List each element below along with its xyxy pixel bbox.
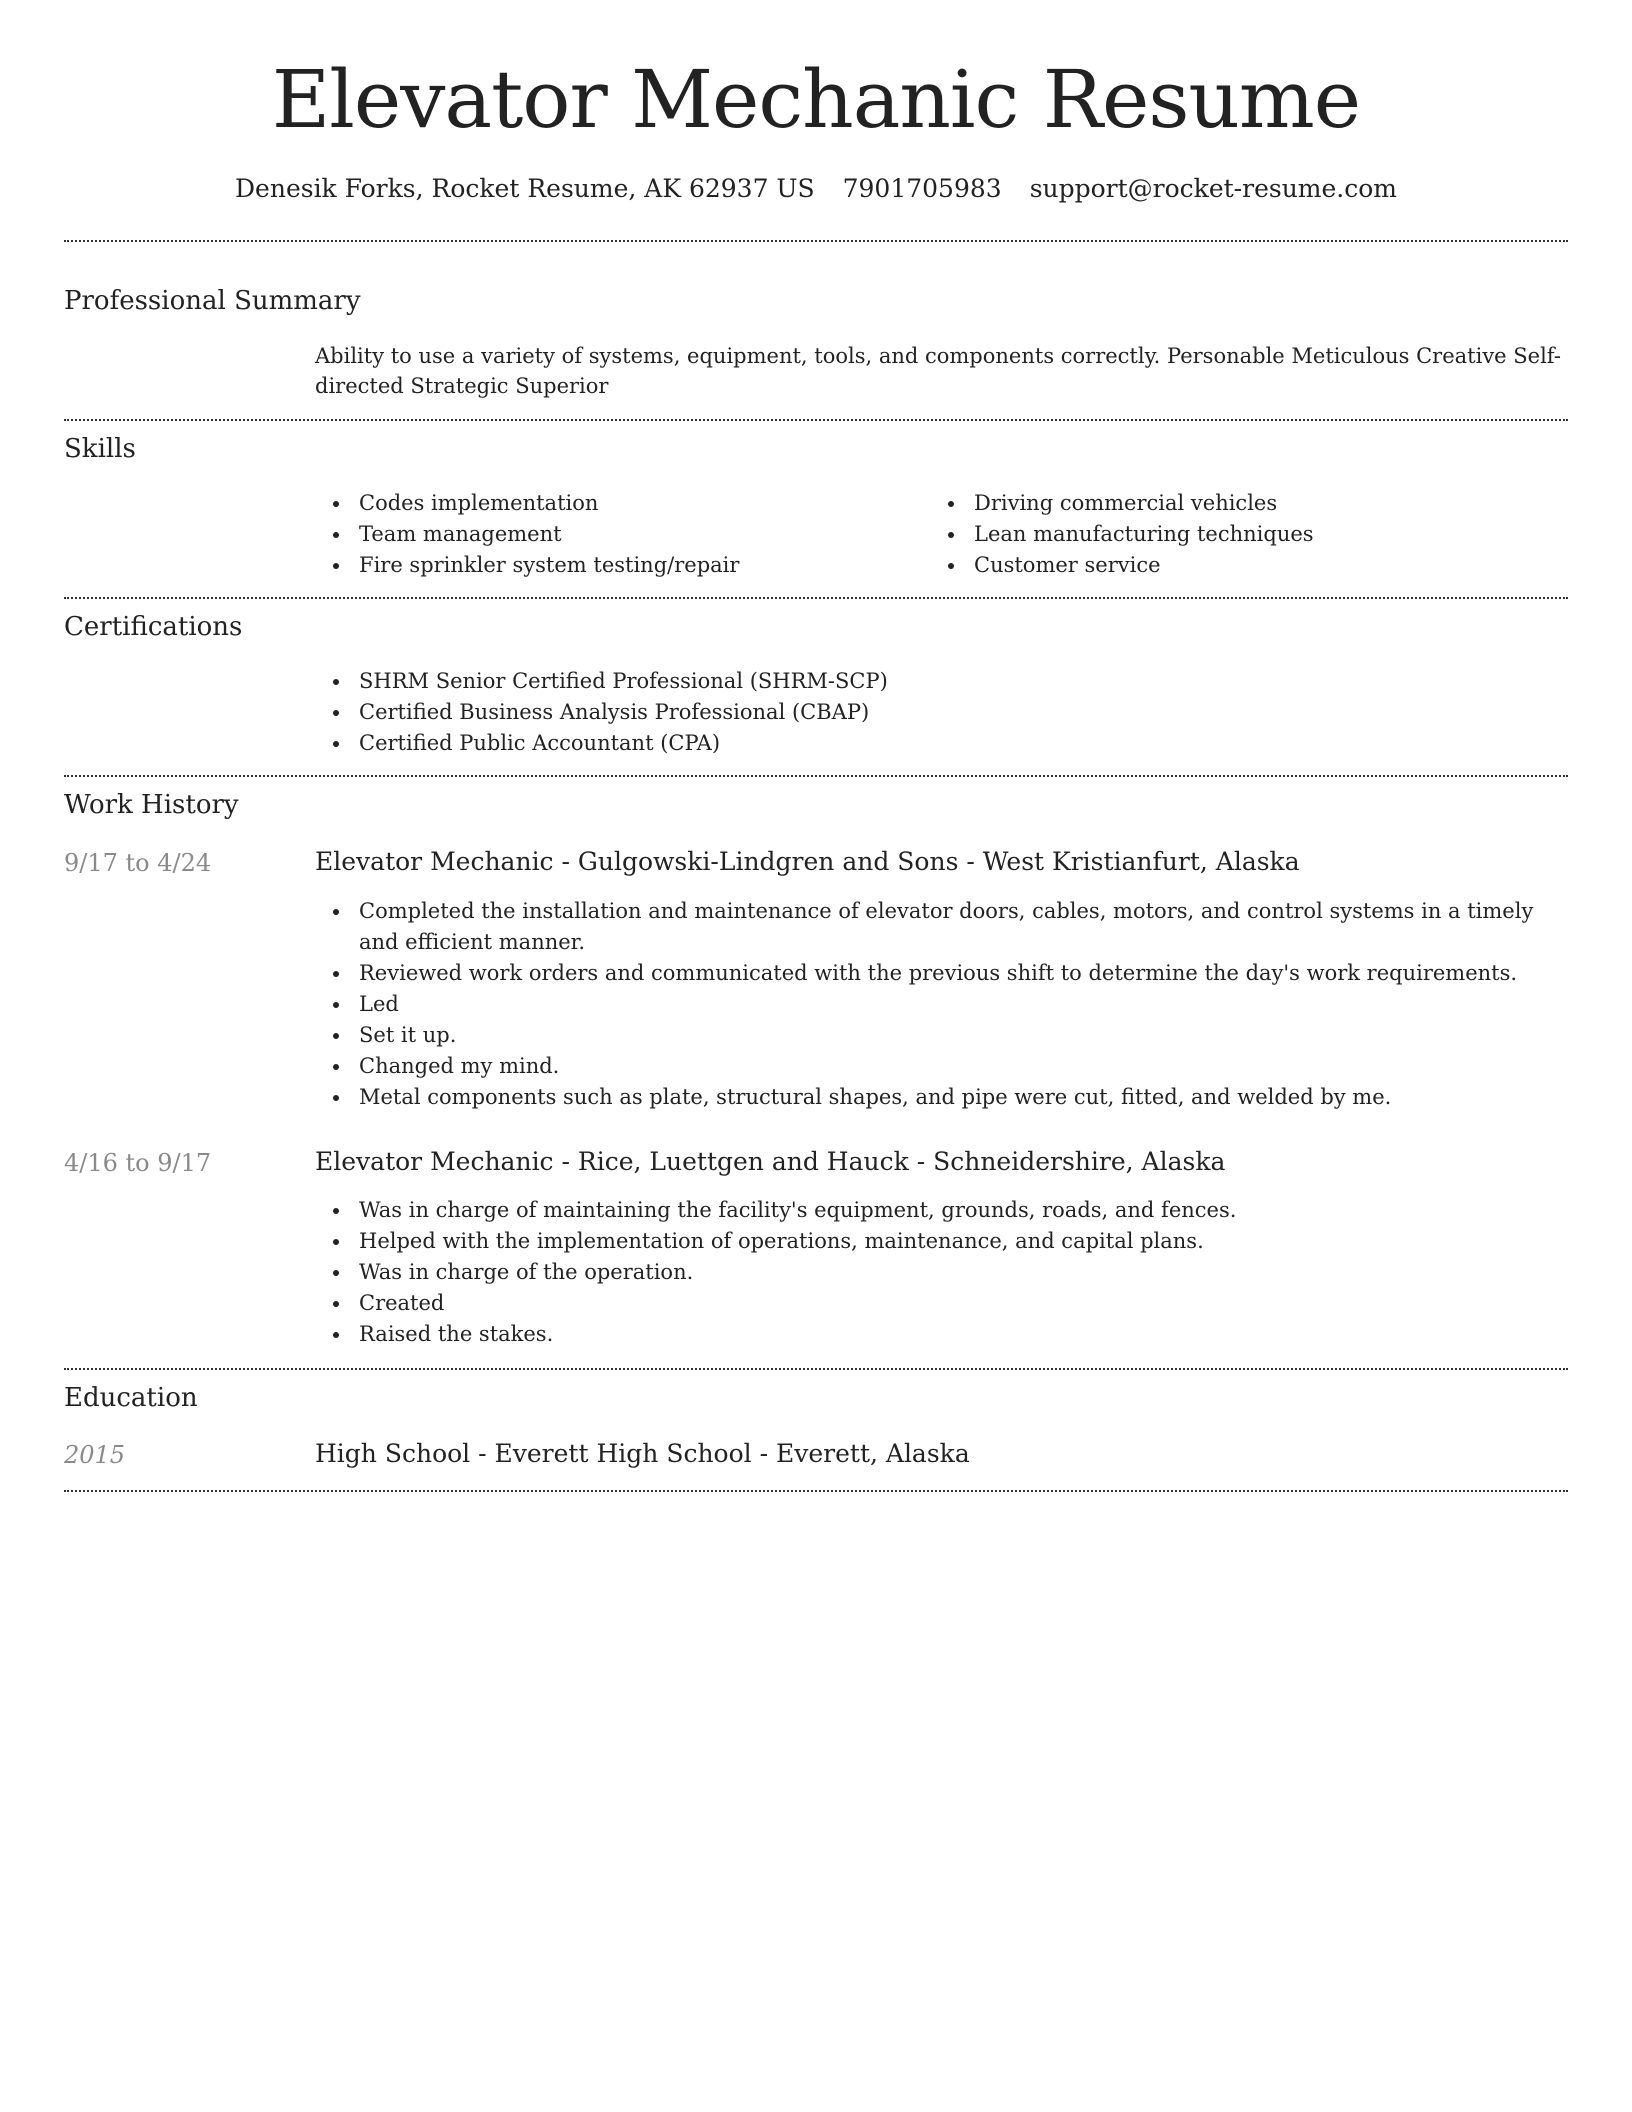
list-item: SHRM Senior Certified Professional (SHRM-SCP) [315, 666, 1565, 697]
job-dates: 4/16 to 9/17 [64, 1149, 212, 1177]
list-item: Helped with the implementation of operations, maintenance, and capital plans. [315, 1226, 1565, 1257]
contact-phone: 7901705983 [842, 174, 1002, 203]
job-bullets [315, 1195, 1565, 1350]
contact-line [64, 172, 1568, 206]
list-item: Lean manufacturing techniques [930, 519, 1530, 550]
resume-title: Elevator Mechanic Resume [271, 53, 1361, 146]
divider [64, 419, 1568, 421]
section-heading-skills: Skills [64, 434, 136, 464]
job-title: Elevator Mechanic - Gulgowski-Lindgren and Sons - West Kristianfurt, Alaska [315, 847, 1300, 876]
contact-address: Denesik Forks, Rocket Resume, AK 62937 US [235, 174, 815, 203]
education-entry: High School - Everett High School - Everett, Alaska [315, 1439, 970, 1468]
list-item: Was in charge of maintaining the facility's equipment, grounds, roads, and fences. [315, 1195, 1565, 1226]
list-item: Codes implementation [315, 488, 915, 519]
contact-email: support@rocket-resume.com [1029, 174, 1397, 203]
divider [64, 1368, 1568, 1370]
summary-text: Ability to use a variety of systems, equipment, tools, and components correctly. Personable Meticulous Creative Self-directed Strategic Superior [315, 344, 1561, 398]
list-item: Customer service [930, 550, 1530, 581]
divider [64, 597, 1568, 599]
divider [64, 1490, 1568, 1492]
divider [64, 775, 1568, 777]
list-item: Completed the installation and maintenance of elevator doors, cables, motors, and control systems in a timely and efficient manner. [315, 896, 1565, 958]
job-bullets [315, 896, 1565, 1113]
list-item: Changed my mind. [315, 1051, 1565, 1082]
list-item: Fire sprinkler system testing/repair [315, 550, 915, 581]
education-year: 2015 [64, 1441, 126, 1469]
list-item: Certified Business Analysis Professional (CBAP) [315, 697, 1565, 728]
skills-list-right [930, 488, 1530, 581]
section-heading-education: Education [64, 1383, 198, 1413]
list-item: Raised the stakes. [315, 1319, 1565, 1350]
section-heading-certifications: Certifications [64, 612, 243, 642]
list-item: Team management [315, 519, 915, 550]
certifications-list [315, 666, 1565, 759]
list-item: Set it up. [315, 1020, 1565, 1051]
list-item: Led [315, 989, 1565, 1020]
list-item: Metal components such as plate, structural shapes, and pipe were cut, fitted, and welded by me. [315, 1082, 1565, 1113]
list-item: Reviewed work orders and communicated with the previous shift to determine the day's work requirements. [315, 958, 1565, 989]
job-title: Elevator Mechanic - Rice, Luettgen and Hauck - Schneidershire, Alaska [315, 1147, 1226, 1176]
list-item: Driving commercial vehicles [930, 488, 1530, 519]
list-item: Certified Public Accountant (CPA) [315, 728, 1565, 759]
job-dates: 9/17 to 4/24 [64, 849, 212, 877]
list-item: Created [315, 1288, 1565, 1319]
divider [64, 240, 1568, 242]
skills-list-left [315, 488, 915, 581]
list-item: Was in charge of the operation. [315, 1257, 1565, 1288]
section-heading-work: Work History [64, 790, 239, 820]
section-heading-summary: Professional Summary [64, 286, 361, 316]
